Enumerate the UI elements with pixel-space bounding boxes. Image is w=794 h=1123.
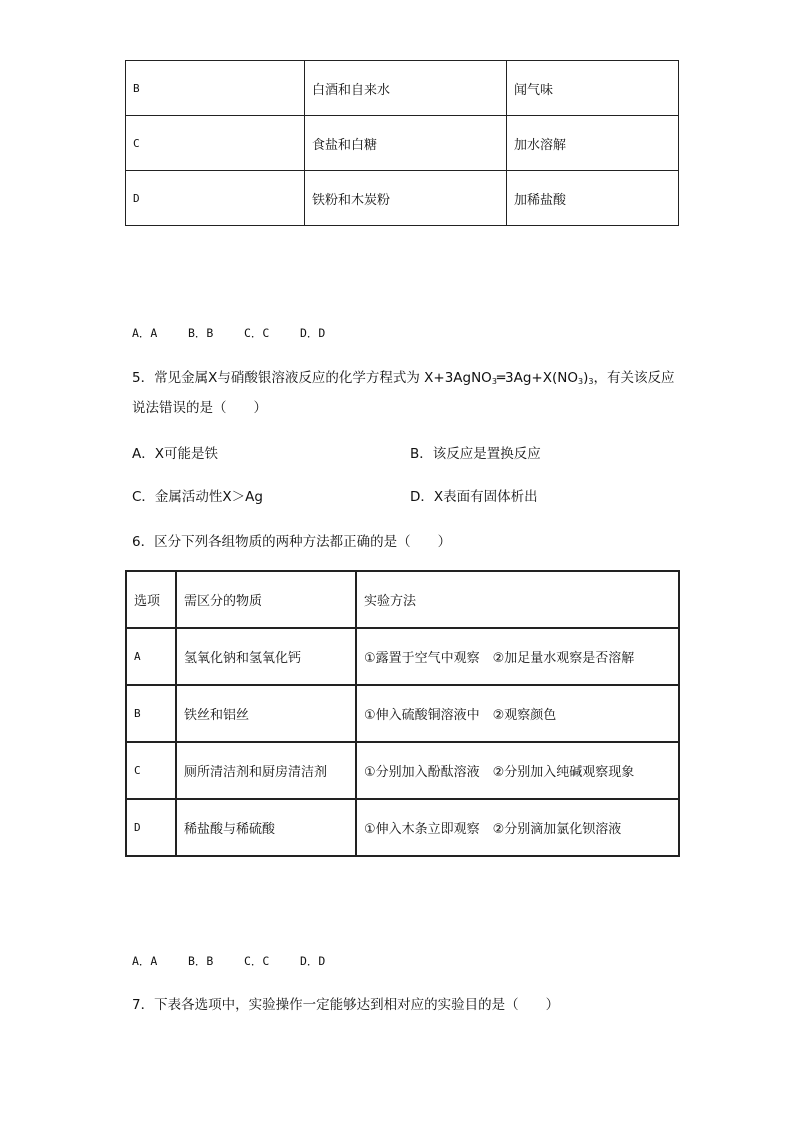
q6-table (125, 570, 680, 857)
q7-stem: 7．下表各选项中，实验操作一定能够达到相对应的实验目的是（ ） (132, 997, 560, 1013)
q5-option-d: D．X表面有固体析出 (410, 489, 538, 505)
table-header: 实验方法 (356, 571, 679, 628)
q4-options (132, 324, 325, 342)
comparison-table-continued (125, 60, 679, 226)
table-row (126, 61, 679, 116)
table-cell-method: 闻气味 (507, 61, 679, 116)
table-row (126, 742, 679, 799)
table-cell-label: B (126, 685, 176, 742)
option-b: B．B (188, 326, 214, 340)
table-cell-method: ①伸入硫酸铜溶液中 ②观察颜色 (356, 685, 679, 742)
table-cell-items: 白酒和自来水 (305, 61, 507, 116)
option-b: B．B (188, 954, 214, 968)
q5-stem-part: ，有关该反应 (593, 370, 675, 386)
table-cell-items: 氢氧化钠和氢氧化钙 (176, 628, 356, 685)
table-row (126, 628, 679, 685)
q5-stem-part: ) (583, 370, 589, 386)
q5-option-c: C．金属活动性X＞Ag (132, 489, 263, 505)
table-row (126, 171, 679, 226)
table-cell-method: ①露置于空气中观察 ②加足量水观察是否溶解 (356, 628, 679, 685)
option-c: C．C (244, 954, 270, 968)
table-cell-label: B (126, 61, 305, 116)
table-cell-method: 加水溶解 (507, 116, 679, 171)
table-row (126, 799, 679, 856)
table-row (126, 685, 679, 742)
subscript: 3 (491, 377, 497, 386)
table-cell-label: C (126, 116, 305, 171)
table-cell-items: 食盐和白糖 (305, 116, 507, 171)
option-c: C．C (244, 326, 270, 340)
q5-option-a: A．X可能是铁 (132, 446, 218, 462)
table-header-row (126, 571, 679, 628)
option-d: D．D (300, 954, 326, 968)
table-cell-label: D (126, 171, 305, 226)
q5-stem-part: ═3Ag+X(NO (496, 370, 578, 386)
table-cell-items: 铁丝和铝丝 (176, 685, 356, 742)
table-header: 需区分的物质 (176, 571, 356, 628)
table-cell-items: 厕所清洁剂和厨房清洁剂 (176, 742, 356, 799)
table-cell-label: C (126, 742, 176, 799)
table-row (126, 116, 679, 171)
table-header: 选项 (126, 571, 176, 628)
table-cell-label: A (126, 628, 176, 685)
table-cell-method: 加稀盐酸 (507, 171, 679, 226)
q5-option-b: B．该反应是置换反应 (410, 446, 541, 462)
table-cell-items: 稀盐酸与稀硫酸 (176, 799, 356, 856)
option-d: D．D (300, 326, 326, 340)
q6-stem: 6．区分下列各组物质的两种方法都正确的是（ ） (132, 534, 452, 550)
q5-stem-part: 5．常见金属X与硝酸银溶液反应的化学方程式为 X+3AgNO (132, 370, 492, 386)
option-a: A．A (132, 326, 158, 340)
q5-stem (132, 369, 674, 391)
table-cell-method: ①伸入木条立即观察 ②分别滴加氯化钡溶液 (356, 799, 679, 856)
table-cell-method: ①分别加入酚酞溶液 ②分别加入纯碱观察现象 (356, 742, 679, 799)
q5-stem-line2: 说法错误的是（ ） (132, 400, 267, 416)
subscript: 3 (577, 377, 584, 386)
subscript: 3 (588, 377, 594, 386)
table-cell-items: 铁粉和木炭粉 (305, 171, 507, 226)
option-a: A．A (132, 954, 158, 968)
q6-options (132, 952, 325, 970)
table-cell-label: D (126, 799, 176, 856)
